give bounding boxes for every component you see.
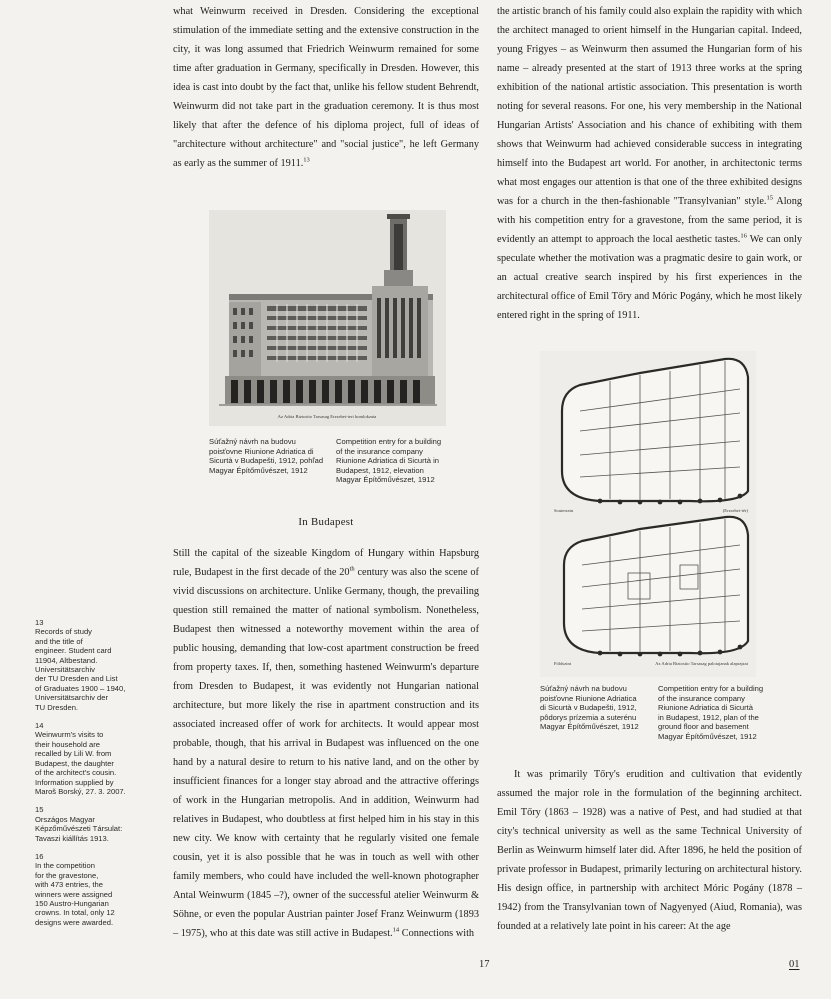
body-paragraph: the artistic branch of his family could also explain the rapidity with which the architect managed to orient himself in the Hungarian capital. Indeed, young Frigyes – as Weinwurm then assumed the Hungarian form of his name – already presented at the start of 1913 three works at the spring exhibition of the national artistic association. This presentation is worth noting for several reasons. For one, his very membership in the National Hungarian Artists' Association and his chance of exhibiting with them shows that Weinwurm had achieved considerable success in integrating himself into the Budapest art world. For another, in architectonic terms what most engages our attention is that one of the three exhibited designs was for a church in the then-fashionable "Transylvanian" style.$^{15}$ Along with his competition entry for a gravestone, from the same period, it is evidently an attempt to approach the local aesthetic tastes.$^{16}$ We can only speculate whether the motivation was a pragmatic desire to gain work, or an actual creative search inspired by his first experiences in the architectural office of Emil Tőry and Móric Pogány, which he most likely entered right in the spring of 1911. <box>497 6 802 321</box>
margin-notes <box>35 618 157 936</box>
footnote-number: 13 <box>35 618 44 627</box>
body-paragraph: It was primarily Tőry's erudition and cultivation that evidently assumed the major role in the formulation of the beginning architect. Emil Tőry (1863 – 1928) was a native of Pest, and had studied at that city's technical university as well as the same Technical University of Berlin as Weinwurm himself later did. After 1896, he held the position of private professor in Budapest, primarily lecturing on architectural history. His design office, in partnership with architect Móric Pogány (1878 – 1942) from the Transylvanian town of Nagyenyed (Aiud, Romania), was founded at a relatively late point in his career: At the age <box>497 769 802 932</box>
footnote <box>35 852 157 927</box>
footnote <box>35 805 157 843</box>
plan-bottom-label-left: Földszint <box>554 661 572 666</box>
floor-plan-drawings <box>540 351 756 677</box>
building-elevation-drawing <box>209 210 446 426</box>
plan-top-label-right: (Erzsebet-tér) <box>722 508 748 513</box>
footnote <box>35 721 157 796</box>
note-reference: 15 <box>766 194 773 202</box>
footnote-number: 16 <box>35 851 44 861</box>
figure-2-caption-sk: Súťažný návrh na budovu poisťovne Riunione Adriatica di Sicurtà v Budapešti, 1912, pôdorys prízemia a suterénu Magyar Építőművészet, 1912 <box>540 684 639 732</box>
body-paragraph: Still the capital of the sizeable Kingdom of Hungary within Hapsburg rule, Budapest in the first decade of the 20th century was also the scene of vivid discussions on architecture. Unlike Germany, though, the prevailing question still remained the matter of national symbolism. Nonetheless, Budapest then witnessed a noteworthy movement within the area of public housing, demanding that low-cost apartment construction be freed from property taxes. If, then, something hastened Weinwurm's departure from Dresden to Budapest, it was evidently not Hungarian national architecture, but more likely the rise in apartment construction and its associated increased offer of work for architects. It would appear most probable, though, that his arrival in Budapest was influenced on the one hand by a natural desire to return to his native land, and on the other by insufficient finances for a longer stay abroad and the attractive offerings of work in the Hungarian metropolis. And in addition, Weinwurm had relatives in Budapest, who doubtless at first helped him in his stay in this new city. We know with certainty that he regularly visited one female cousin, yet it is also possible that he was in touch as well with other family members, who could have included the well-known photographer Antal Weinwurm (1845 –?), owner of the successful atelier Weinwurm & Söhne, or even the popular Austrian painter Josef Franz Weinwurm (1893 – 1975), who at this date was still active in Budapest.$^{14}$ Connections with <box>173 548 479 939</box>
left-column-bottom <box>173 544 479 943</box>
footnote-text: Országos Magyar Képzőművészeti Társulat: Tavaszi kiállítás 1913. <box>35 814 123 843</box>
figure-1-caption-sk: Súťažný návrh na budovu poisťovne Riunione Adriatica di Sicurtà v Budapešti, 1912, pohľad Magyar Építőművészet, 1912 <box>209 437 324 475</box>
footnote-text: Weinwurm's visits to their household are recalled by Lili W. from Budapest, the daughter of the architect's cousin. Information supplied by Maroš Borský, 27. 3. 2007. <box>35 730 126 796</box>
footnote <box>35 618 157 712</box>
elevation-inner-caption: Az Adria Biztosito Tarsasag Erzsebet-teri homlokzata <box>277 414 377 419</box>
footnote-text: In the competition for the gravestone, with 473 entries, the winners were assigned 150 Austro-Hungarian crowns. In total, only 12 designs were awarded. <box>35 861 115 927</box>
left-column-top <box>173 2 479 173</box>
body-paragraph: what Weinwurm received in Dresden. Considering the exceptional stimulation of the immediate setting and the extensive construction in the city, it was long assumed that Friedrich Weinwurm remained for some time after graduation in Germany, specifically in Dresden. However, this idea is cast into doubt by the fact that, unlike his fellow student Behrendt, Weinwurm did not take part in the graduation ceremony. It is thus most likely that after the defence of his diploma project, full of ideas of "architecture without architecture" and "social justice", he left Germany as early as the summer of 1911.13 <box>173 6 479 169</box>
figure-2-caption-en: Competition entry for a building of the insurance company Riunione Adriatica di Sicurtà in Budapest, 1912, plan of the ground floor and basement Magyar Építőművészet, 1912 <box>658 684 764 741</box>
note-reference: 13 <box>303 156 310 164</box>
plan-top-label-left: Souterrain <box>554 508 574 513</box>
note-reference: 16 <box>740 232 747 240</box>
footnote-number: 14 <box>35 721 44 731</box>
section-heading: In Budapest <box>298 516 354 528</box>
footnote-number: 15 <box>35 805 44 815</box>
figure-1-caption-en: Competition entry for a building of the insurance company Riunione Adriatica di Sicurtà in Budapest, 1912, elevation Magyar Építőművészet, 1912 <box>336 437 442 485</box>
floor-plans-figure <box>540 351 756 677</box>
right-column-bottom <box>497 765 802 936</box>
plan-bottom-label-right: Az Adria Biztosito Tarsasag palotajanak alaprajzai <box>655 661 748 666</box>
page-number: 17 <box>479 959 490 970</box>
chapter-number: 01 <box>789 959 800 970</box>
elevation-figure <box>209 210 446 426</box>
note-reference: 14 <box>392 926 400 934</box>
footnote-text: Records of study and the title of engineer. Student card 11904, Altbestand. Universitätsarchiv der TU Dresden and List of Graduates 1900 – 1940, Universitätsarchiv der TU Dresden. <box>35 627 126 712</box>
right-column-top <box>497 2 802 325</box>
